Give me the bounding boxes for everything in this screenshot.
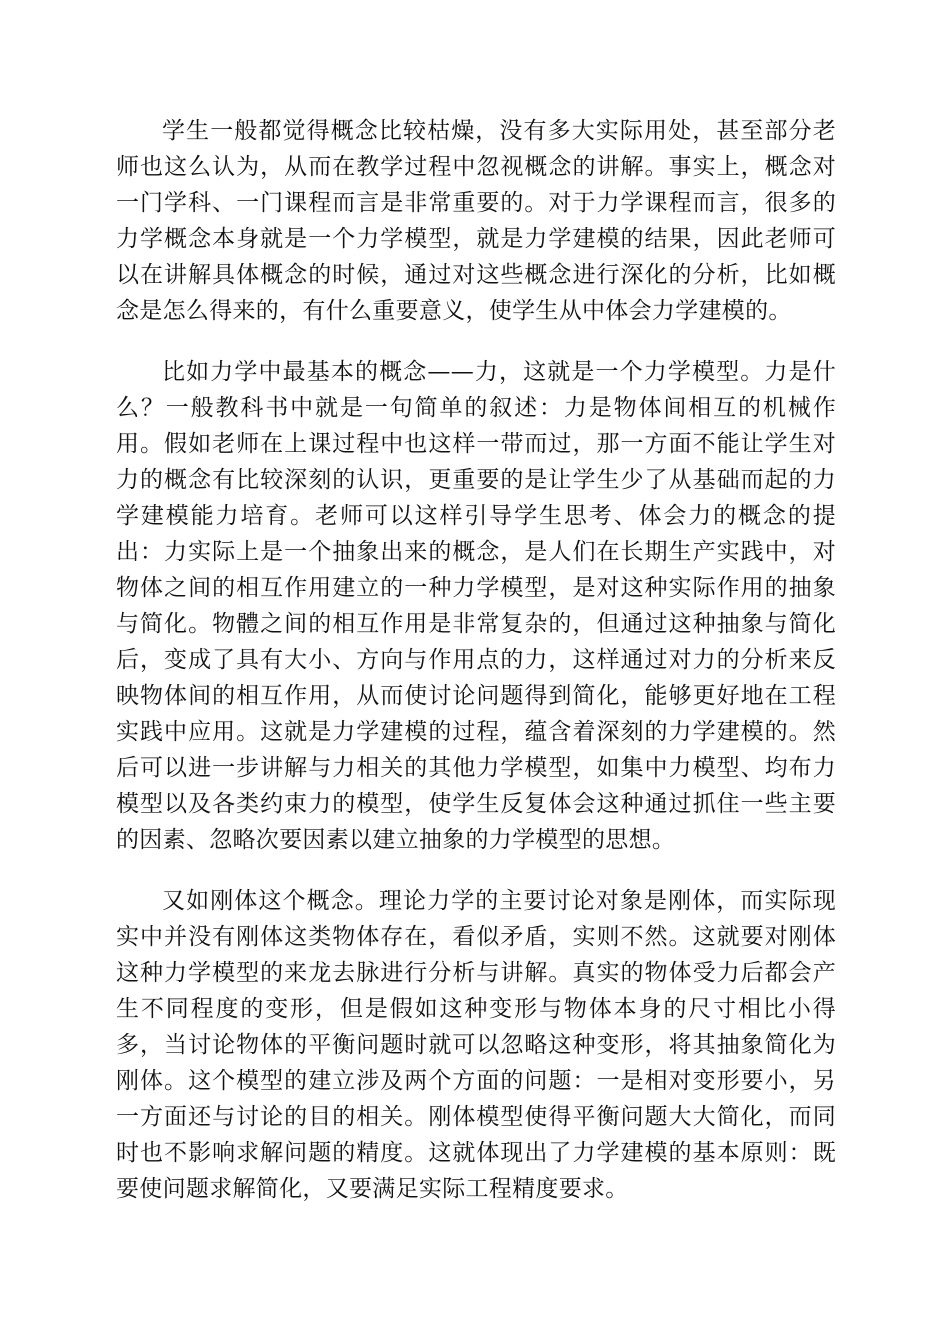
paragraph-rigid-body: 又如刚体这个概念。理论力学的主要讨论对象是刚体，而实际现实中并没有刚体这类物体存在，看似矛盾，实则不然。这就要对刚体这种力学模型的来龙去脉进行分析与讲解。真实的物体受力后都会产生不同程度的变形，但是假如这种变形与物体本身的尺寸相比小得多，当讨论物体的平衡问题时就可以忽略这种变形，将其抽象简化为刚体。这个模型的建立涉及两个方面的问题：一是相对变形要小，另一方面还与讨论的目的相关。刚体模型使得平衡问题大大简化，而同时也不影响求解问题的精度。这就体现出了力学建模的基本原则：既要使问题求解简化，又要满足实际工程精度要求。 (116, 888, 836, 1202)
paragraph-force-model: 比如力学中最基本的概念——力，这就是一个力学模型。力是什么？一般教科书中就是一句简单的叙述：力是物体间相互的机械作用。假如老师在上课过程中也这样一带而过，那一方面不能让学生对力的概念有比较深刻的认识，更重要的是让学生少了从基础而起的力学建模能力培育。老师可以这样引导学生思考、体会力的概念的提出：力实际上是一个抽象出来的概念，是人们在长期生产实践中，对物体之间的相互作用建立的一种力学模型，是对这种实际作用的抽象与简化。物體之间的相互作用是非常复杂的，但通过这种抽象与简化后，变成了具有大小、方向与作用点的力，这样通过对力的分析来反映物体间的相互作用，从而使讨论问题得到简化，能够更好地在工程实践中应用。这就是力学建模的过程，蕴含着深刻的力学建模的。然后可以进一步讲解与力相关的其他力学模型，如集中力模型、均布力模型以及各类约束力的模型，使学生反复体会这种通过抓住一些主要的因素、忽略次要因素以建立抽象的力学模型的思想。 (116, 359, 836, 853)
paragraph-concepts: 学生一般都觉得概念比较枯燥，没有多大实际用处，甚至部分老师也这么认为，从而在教学过程中忽视概念的讲解。事实上，概念对一门学科、一门课程而言是非常重要的。对于力学课程而言，很多的力学概念本身就是一个力学模型，就是力学建模的结果，因此老师可以在讲解具体概念的时候，通过对这些概念进行深化的分析，比如概念是怎么得来的，有什么重要意义，使学生从中体会力学建模的。 (116, 118, 836, 324)
article-body (116, 113, 836, 1232)
